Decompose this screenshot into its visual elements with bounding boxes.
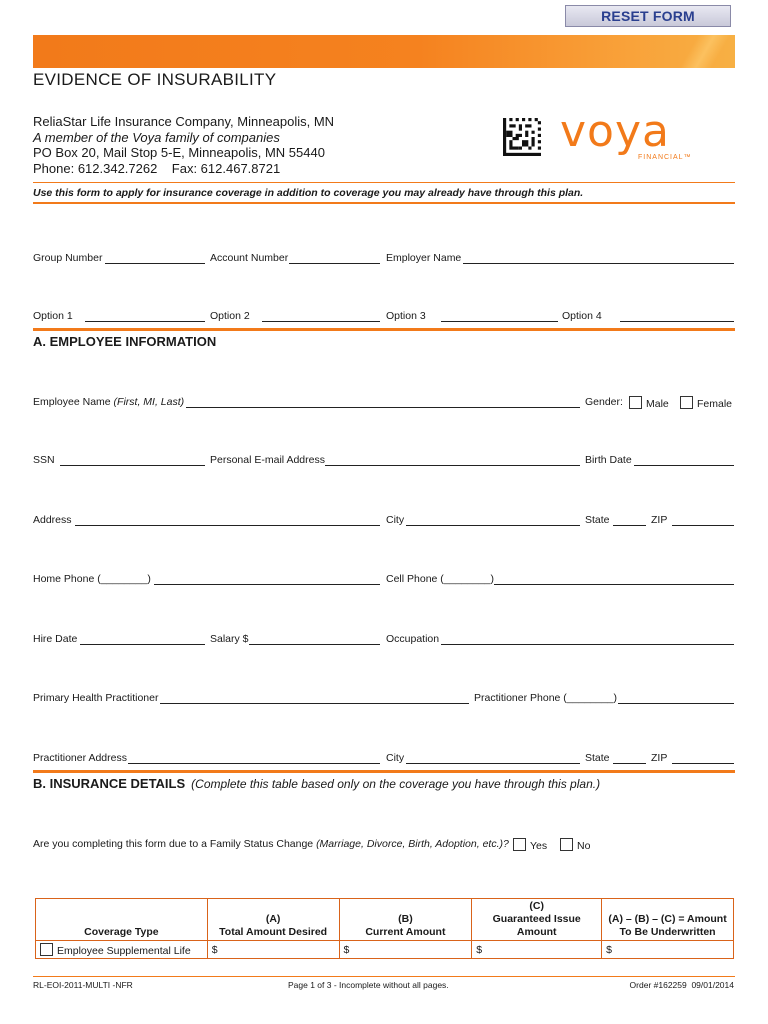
intro-top-rule (33, 182, 735, 183)
practitioner-phone-input[interactable] (618, 703, 734, 704)
section-b-rule (33, 770, 735, 773)
option2-label: Option 2 (210, 310, 250, 322)
hire-date-input[interactable] (80, 644, 205, 645)
hire-date-label: Hire Date (33, 633, 78, 645)
footer-page-info: Page 1 of 3 - Incomplete without all pages. (288, 980, 449, 990)
company-info (33, 114, 334, 176)
employee-name-hint: (First, MI, Last) (113, 396, 185, 408)
address-input[interactable] (75, 525, 380, 526)
option4-label: Option 4 (562, 310, 602, 322)
cell-phone-label: Cell Phone (________) (386, 573, 494, 585)
family-status-yes-option[interactable]: Yes (513, 838, 547, 852)
form-title: EVIDENCE OF INSURABILITY (33, 70, 277, 89)
salary-input[interactable] (249, 644, 380, 645)
header-guaranteed-issue: (C) Guaranteed Issue Amount (472, 899, 602, 941)
cell-phone-input[interactable] (494, 584, 734, 585)
city-label: City (386, 514, 405, 526)
coverage-table-header (36, 899, 734, 941)
family-status-question: Are you completing this form due to a Family Status Change (Marriage, Divorce, Birth, Adoption, etc.)? (33, 838, 509, 850)
intro-text: Use this form to apply for insurance coverage in addition to coverage you may already have through this plan. (33, 187, 584, 199)
zip-input[interactable] (672, 525, 734, 526)
option3-label: Option 3 (386, 310, 426, 322)
address-label: Address (33, 514, 72, 526)
practitioner-input[interactable] (160, 703, 469, 704)
employer-name-input[interactable] (463, 263, 734, 264)
guaranteed-issue-input[interactable]: $ (472, 941, 602, 959)
practitioner-zip-input[interactable] (672, 763, 734, 764)
coverage-type-cell[interactable]: Employee Supplemental Life (36, 941, 208, 959)
family-status-hint: (Marriage, Divorce, Birth, Adoption, etc.)? (316, 838, 509, 850)
gender-male-option[interactable]: Male (629, 396, 669, 410)
family-status-no-option[interactable]: No (560, 838, 590, 852)
account-number-label: Account Number (210, 252, 289, 264)
home-phone-input[interactable] (154, 584, 380, 585)
supplemental-life-checkbox[interactable] (40, 943, 53, 956)
practitioner-phone-label: Practitioner Phone (________) (474, 692, 618, 704)
intro-bottom-rule (33, 202, 735, 204)
employer-name-label: Employer Name (386, 252, 462, 264)
company-name: ReliaStar Life Insurance Company, Minneapolis, MN (33, 114, 335, 129)
gender-female-option[interactable]: Female (680, 396, 732, 410)
datamatrix-barcode-icon (503, 118, 541, 156)
salary-label: Salary $ (210, 633, 249, 645)
practitioner-city-label: City (386, 752, 405, 764)
employee-name-label: Employee Name (First, MI, Last) (33, 396, 185, 408)
practitioner-address-label: Practitioner Address (33, 752, 127, 764)
group-number-label: Group Number (33, 252, 103, 264)
company-phone: Phone: 612.342.7262 Fax: 612.467.8721 (33, 160, 281, 176)
practitioner-address-input[interactable] (128, 763, 380, 764)
practitioner-state-input[interactable] (613, 763, 646, 764)
state-label: State (585, 514, 610, 526)
practitioner-city-input[interactable] (406, 763, 580, 764)
header-total-desired: (A) Total Amount Desired (207, 899, 339, 941)
header-band-decoration (675, 35, 735, 68)
footer-rule (33, 976, 735, 977)
voya-logo-financial: FINANCIAL™ (638, 154, 692, 161)
ssn-label: SSN (33, 454, 55, 466)
table-row (36, 941, 734, 959)
to-be-underwritten-input[interactable]: $ (602, 941, 734, 959)
header-coverage-type: Coverage Type (36, 899, 208, 941)
section-a-title: A. EMPLOYEE INFORMATION (33, 334, 217, 349)
option4-input[interactable] (620, 321, 734, 322)
email-label: Personal E-mail Address (210, 454, 325, 466)
zip-label: ZIP (651, 514, 668, 526)
header-band (33, 35, 735, 68)
coverage-table (35, 898, 734, 959)
section-b-subtitle: (Complete this table based only on the coverage you have through this plan.) (191, 777, 601, 791)
total-desired-input[interactable]: $ (207, 941, 339, 959)
occupation-input[interactable] (441, 644, 734, 645)
employee-name-input[interactable] (186, 407, 580, 408)
option2-input[interactable] (262, 321, 380, 322)
occupation-label: Occupation (386, 633, 440, 645)
section-a-rule (33, 328, 735, 331)
option1-input[interactable] (85, 321, 205, 322)
company-member: A member of the Voya family of companies (33, 129, 280, 145)
group-number-input[interactable] (105, 263, 205, 264)
footer-order: Order #162259 09/01/2014 (629, 980, 734, 990)
voya-logo-word: voya (560, 106, 670, 157)
ssn-input[interactable] (60, 465, 205, 466)
city-input[interactable] (406, 525, 580, 526)
footer-form-id: RL-EOI-2011-MULTI -NFR (33, 980, 133, 990)
account-number-input[interactable] (289, 263, 380, 264)
home-phone-label: Home Phone (________) (33, 573, 151, 585)
state-input[interactable] (613, 525, 646, 526)
gender-label: Gender: (585, 396, 623, 408)
yes-checkbox[interactable] (513, 838, 526, 851)
header-to-be-underwritten: (A) – (B) – (C) = Amount To Be Underwritten (602, 899, 734, 941)
male-checkbox[interactable] (629, 396, 642, 409)
practitioner-state-label: State (585, 752, 610, 764)
email-input[interactable] (325, 465, 580, 466)
header-current-amount: (B) Current Amount (339, 899, 472, 941)
company-address: PO Box 20, Mail Stop 5-E, Minneapolis, MN 55440 (33, 145, 325, 160)
current-amount-input[interactable]: $ (339, 941, 472, 959)
option3-input[interactable] (441, 321, 558, 322)
option1-label: Option 1 (33, 310, 73, 322)
practitioner-label: Primary Health Practitioner (33, 692, 159, 704)
birth-date-label: Birth Date (585, 454, 632, 466)
birth-date-input[interactable] (634, 465, 734, 466)
voya-logo (560, 106, 692, 161)
practitioner-zip-label: ZIP (651, 752, 668, 764)
no-checkbox[interactable] (560, 838, 573, 851)
section-b-title: B. INSURANCE DETAILS (Complete this table based only on the coverage you have through this plan.) (33, 776, 601, 791)
reset-form-button[interactable]: RESET FORM (565, 5, 731, 27)
female-checkbox[interactable] (680, 396, 693, 409)
